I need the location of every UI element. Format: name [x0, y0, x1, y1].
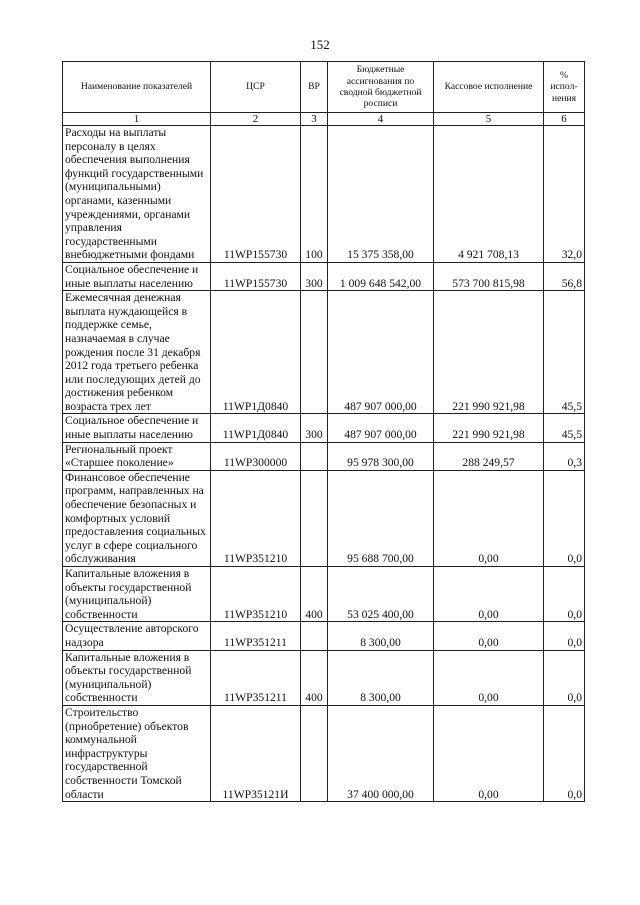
table-row: [63, 650, 585, 705]
row-budget-allocated: 53 025 400,00: [328, 567, 434, 622]
row-budget-allocated: 487 907 000,00: [328, 291, 434, 414]
row-csr-code: 11WP351210: [211, 567, 301, 622]
row-budget-allocated: 8 300,00: [328, 650, 434, 705]
column-number: 5: [434, 113, 544, 126]
row-csr-code: 11WP351211: [211, 622, 301, 650]
row-vr-code: 400: [301, 567, 328, 622]
row-indicator-name: Строительство (приобретение) объектов коммунальной инфраструктуры государственной собственности Томской области: [63, 705, 211, 801]
row-indicator-name: Региональный проект «Старшее поколение»: [63, 442, 211, 470]
row-vr-code: 300: [301, 414, 328, 442]
column-number: 2: [211, 113, 301, 126]
row-cash-executed: 573 700 815,98: [434, 262, 544, 290]
header-cash-execution: Кассовое исполнение: [434, 62, 544, 113]
row-indicator-name: Расходы на выплаты персоналу в целях обеспечения выполнения функций государственными (муниципальными) органами, казенными учреждениями, органами управления государственными внебюджетными фондами: [63, 126, 211, 263]
table-row: [63, 705, 585, 801]
row-csr-code: 11WP35121И: [211, 705, 301, 801]
row-csr-code: 11WP351210: [211, 470, 301, 566]
header-budget-allocations: Бюджетные ассигнования по сводной бюджетной росписи: [328, 62, 434, 113]
table-row: [63, 567, 585, 622]
table-header-row: [63, 62, 585, 113]
table-row: [63, 262, 585, 290]
column-number: 4: [328, 113, 434, 126]
row-budget-allocated: 37 400 000,00: [328, 705, 434, 801]
table-row: [63, 622, 585, 650]
row-vr-code: [301, 442, 328, 470]
row-execution-percent: 32,0: [544, 126, 585, 263]
row-execution-percent: 0,0: [544, 470, 585, 566]
row-budget-allocated: 95 978 300,00: [328, 442, 434, 470]
header-execution-percent: % испол-нения: [544, 62, 585, 113]
table-row: [63, 414, 585, 442]
row-execution-percent: 45,5: [544, 414, 585, 442]
row-cash-executed: 0,00: [434, 567, 544, 622]
row-execution-percent: 0,0: [544, 650, 585, 705]
row-csr-code: 11WP1Д0840: [211, 291, 301, 414]
row-vr-code: 300: [301, 262, 328, 290]
budget-execution-table: [62, 61, 585, 802]
table-row: [63, 470, 585, 566]
column-number: 3: [301, 113, 328, 126]
row-csr-code: 11WP300000: [211, 442, 301, 470]
row-execution-percent: 0,0: [544, 622, 585, 650]
row-cash-executed: 221 990 921,98: [434, 414, 544, 442]
row-vr-code: 400: [301, 650, 328, 705]
header-vr: ВР: [301, 62, 328, 113]
row-indicator-name: Капитальные вложения в объекты государственной (муниципальной) собственности: [63, 650, 211, 705]
row-execution-percent: 0,3: [544, 442, 585, 470]
row-budget-allocated: 95 688 700,00: [328, 470, 434, 566]
column-number-row: [63, 113, 585, 126]
row-indicator-name: Социальное обеспечение и иные выплаты населению: [63, 262, 211, 290]
row-csr-code: 11WP1Д0840: [211, 414, 301, 442]
row-vr-code: [301, 291, 328, 414]
row-cash-executed: 221 990 921,98: [434, 291, 544, 414]
row-execution-percent: 0,0: [544, 705, 585, 801]
row-cash-executed: 0,00: [434, 622, 544, 650]
header-csr: ЦСР: [211, 62, 301, 113]
row-vr-code: [301, 705, 328, 801]
row-cash-executed: 0,00: [434, 650, 544, 705]
row-csr-code: 11WP155730: [211, 126, 301, 263]
row-indicator-name: Осуществление авторского надзора: [63, 622, 211, 650]
table-row: [63, 126, 585, 263]
row-budget-allocated: 487 907 000,00: [328, 414, 434, 442]
row-indicator-name: Капитальные вложения в объекты государственной (муниципальной) собственности: [63, 567, 211, 622]
row-indicator-name: Финансовое обеспечение программ, направленных на обеспечение безопасных и комфортных условий предоставления социальных услуг в сфере социального обслуживания: [63, 470, 211, 566]
row-cash-executed: 4 921 708,13: [434, 126, 544, 263]
row-budget-allocated: 1 009 648 542,00: [328, 262, 434, 290]
row-cash-executed: 288 249,57: [434, 442, 544, 470]
row-vr-code: [301, 470, 328, 566]
row-indicator-name: Социальное обеспечение и иные выплаты населению: [63, 414, 211, 442]
row-csr-code: 11WP155730: [211, 262, 301, 290]
table-row: [63, 291, 585, 414]
table-row: [63, 442, 585, 470]
row-budget-allocated: 15 375 358,00: [328, 126, 434, 263]
row-indicator-name: Ежемесячная денежная выплата нуждающейся в поддержке семье, назначаемая в случае рождения после 31 декабря 2012 года третьего ребенка или последующих детей до достижения ребенком возраста трех лет: [63, 291, 211, 414]
header-indicator-name: Наименование показателей: [63, 62, 211, 113]
row-execution-percent: 56,8: [544, 262, 585, 290]
row-vr-code: [301, 622, 328, 650]
row-csr-code: 11WP351211: [211, 650, 301, 705]
row-execution-percent: 45,5: [544, 291, 585, 414]
row-execution-percent: 0,0: [544, 567, 585, 622]
row-budget-allocated: 8 300,00: [328, 622, 434, 650]
row-cash-executed: 0,00: [434, 705, 544, 801]
column-number: 6: [544, 113, 585, 126]
row-vr-code: 100: [301, 126, 328, 263]
page-number: 152: [310, 37, 330, 52]
row-cash-executed: 0,00: [434, 470, 544, 566]
column-number: 1: [63, 113, 211, 126]
